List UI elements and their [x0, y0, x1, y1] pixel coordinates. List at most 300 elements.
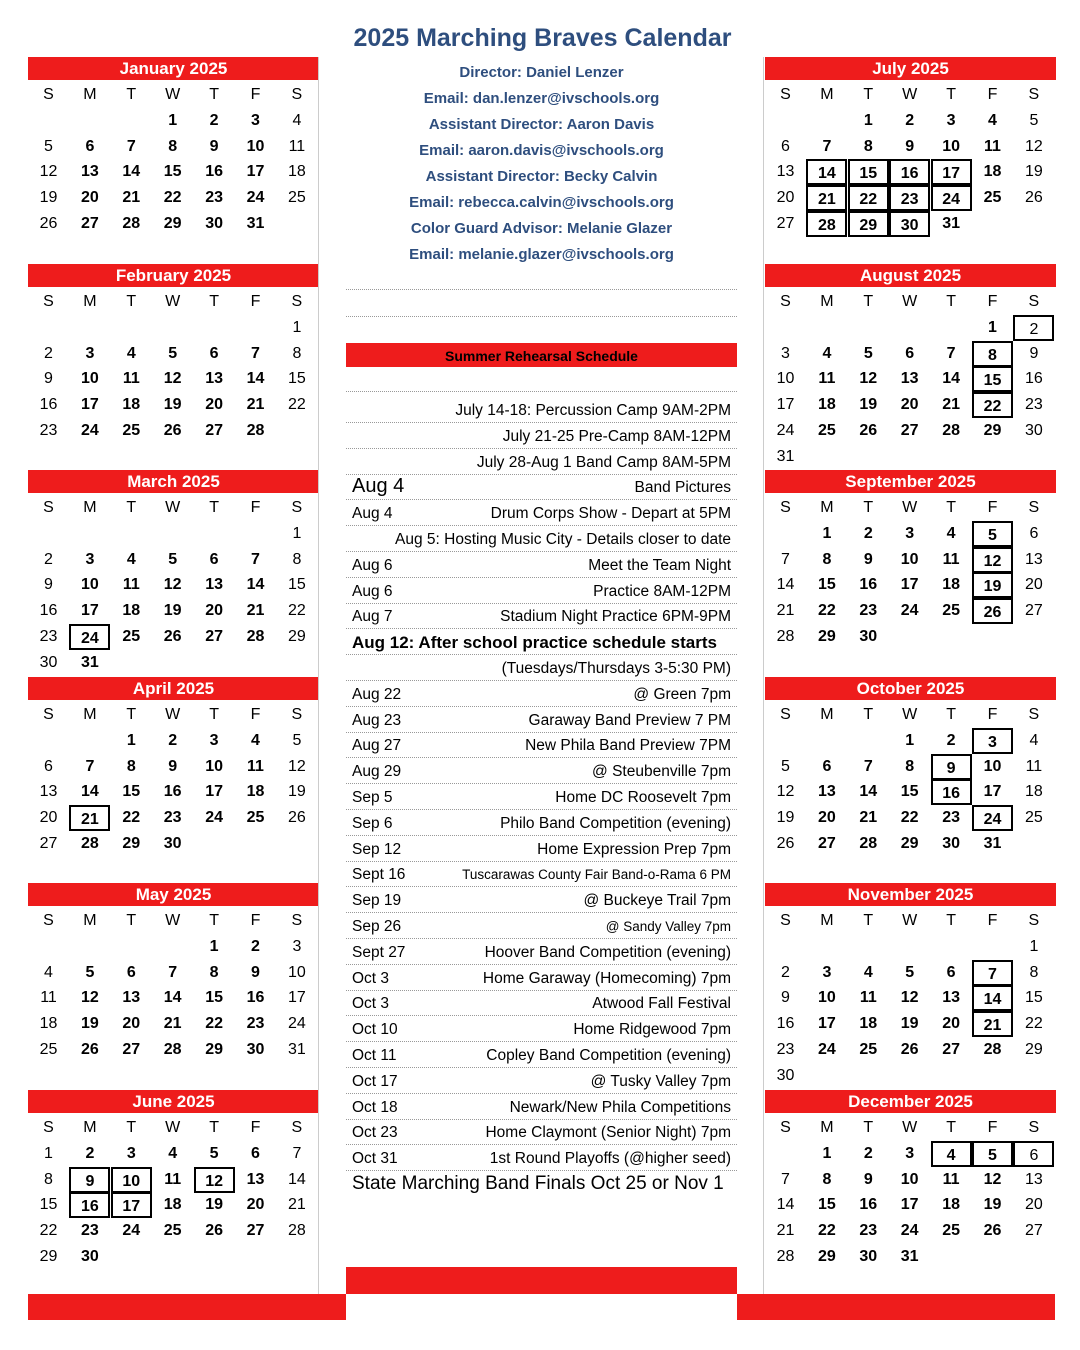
- weekday-label: W: [165, 706, 181, 723]
- calendar-day: 17: [205, 783, 223, 801]
- calendar-day: 13: [942, 989, 960, 1007]
- calendar-day: 5: [863, 344, 873, 362]
- weekday-label: W: [902, 293, 918, 310]
- calendar-day: 8: [209, 963, 219, 981]
- weekday-label: F: [250, 1119, 261, 1136]
- calendar-day: 29: [39, 1248, 58, 1265]
- schedule-event: July 21-25 Pre-Camp 8AM-12PM: [502, 427, 731, 445]
- weekday-label: T: [126, 499, 137, 516]
- schedule-row: [346, 449, 737, 475]
- schedule-row: [346, 1119, 737, 1145]
- weekday-label: W: [902, 1119, 918, 1136]
- schedule-row: [346, 655, 737, 681]
- calendar-day: 23: [80, 1222, 99, 1240]
- calendar-day: 11: [942, 550, 960, 568]
- weekday-label: S: [291, 499, 303, 516]
- schedule-row: [346, 1042, 737, 1068]
- calendar-day: 27: [1024, 1222, 1043, 1240]
- calendar-day: 17: [80, 396, 99, 414]
- assistant-director-name: Assistant Director: Aaron Davis: [428, 116, 655, 133]
- schedule-row: [346, 990, 737, 1016]
- weekday-label: M: [83, 912, 97, 929]
- calendar-day: 18: [942, 576, 960, 594]
- month-calendar: [765, 57, 1056, 260]
- calendar-day: 24: [931, 185, 972, 211]
- calendar-day: 20: [817, 809, 836, 827]
- weekday-label: F: [250, 912, 261, 929]
- calendar-day: 1: [168, 111, 178, 129]
- calendar-day: 9: [931, 754, 972, 780]
- calendar-day: 20: [80, 189, 99, 207]
- calendar-day: 12: [80, 989, 99, 1007]
- calendar-day: 25: [122, 422, 141, 439]
- calendar-day: 30: [163, 835, 182, 852]
- calendar-day: 29: [900, 835, 919, 852]
- schedule-event: @ Green 7pm: [633, 685, 731, 703]
- calendar-day: 19: [776, 809, 795, 827]
- calendar-day: 4: [946, 524, 956, 542]
- weekday-label: M: [83, 293, 97, 310]
- calendar-day: 15: [39, 1196, 58, 1214]
- calendar-day: 28: [246, 422, 265, 439]
- calendar-day: 4: [863, 963, 873, 981]
- calendar-day: 19: [163, 396, 182, 414]
- weekday-label: S: [1028, 293, 1040, 310]
- calendar-day: 20: [205, 396, 223, 414]
- calendar-day: 26: [859, 422, 878, 439]
- calendar-day: 4: [251, 731, 260, 749]
- weekday-label: W: [165, 86, 181, 103]
- calendar-day: 13: [205, 576, 223, 594]
- calendar-day: 1: [905, 731, 915, 749]
- calendar-day: 16: [776, 1015, 795, 1033]
- month-grid: [28, 1113, 319, 1293]
- schedule-row: [346, 1094, 737, 1120]
- schedule-row: [346, 552, 737, 578]
- calendar-day: 10: [205, 757, 223, 775]
- schedule-event: @ Buckeye Trail 7pm: [583, 892, 731, 910]
- schedule-event: 1st Round Playoffs (@higher seed): [489, 1150, 731, 1168]
- calendar-day: 27: [776, 215, 795, 232]
- calendar-day: 28: [163, 1041, 182, 1058]
- calendar-day: 14: [163, 989, 182, 1007]
- month-grid: [28, 906, 319, 1086]
- calendar-day: 22: [122, 809, 141, 827]
- calendar-day: 2: [946, 731, 956, 749]
- schedule-event: Aug 12: After school practice schedule starts: [352, 633, 717, 653]
- calendar-day: 22: [848, 185, 889, 211]
- calendar-day: 12: [163, 370, 182, 388]
- schedule-event: July 14-18: Percussion Camp 9AM-2PM: [455, 402, 731, 419]
- schedule-row: [346, 836, 737, 862]
- calendar-day: 1: [292, 524, 302, 542]
- calendar-day: 28: [942, 422, 960, 439]
- calendar-day: 6: [251, 1144, 260, 1162]
- calendar-day: 10: [287, 963, 306, 981]
- calendar-day: 10: [111, 1167, 152, 1193]
- calendar-day: 21: [69, 805, 110, 831]
- calendar-day: 13: [900, 370, 919, 388]
- calendar-day: 20: [205, 602, 223, 620]
- weekday-label: S: [1028, 499, 1040, 516]
- weekday-label: T: [126, 912, 137, 929]
- calendar-day: 20: [1024, 576, 1043, 594]
- month-title: July 2025: [765, 57, 1056, 80]
- calendar-day: 30: [859, 628, 878, 645]
- calendar-day: 3: [292, 937, 302, 955]
- calendar-day: 6: [946, 963, 956, 981]
- footer-bar: [737, 1294, 1055, 1320]
- calendar-day: 29: [817, 628, 836, 645]
- calendar-day: 13: [205, 370, 223, 388]
- weekday-label: T: [209, 706, 219, 723]
- calendar-day: 17: [931, 159, 972, 185]
- month-calendar: [28, 57, 319, 260]
- calendar-day: 16: [39, 602, 58, 620]
- calendar-day: 26: [163, 422, 182, 439]
- calendar-day: 5: [85, 963, 95, 981]
- schedule-event: Hoover Band Competition (evening): [484, 943, 731, 961]
- calendar-day: 4: [168, 1144, 178, 1162]
- calendar-day: 3: [972, 728, 1013, 754]
- calendar-day: 27: [942, 1041, 960, 1058]
- calendar-day: 3: [905, 1144, 915, 1162]
- calendar-day: 27: [246, 1222, 265, 1240]
- calendar-day: 3: [85, 550, 95, 568]
- calendar-day: 21: [806, 185, 847, 211]
- schedule-date: Sept 27: [352, 943, 406, 961]
- calendar-day: 8: [863, 137, 873, 155]
- calendar-day: 31: [900, 1248, 919, 1265]
- schedule-row: [346, 758, 737, 784]
- schedule-row: [346, 939, 737, 965]
- schedule-row: [346, 965, 737, 991]
- calendar-day: 4: [126, 344, 136, 362]
- calendar-day: 21: [972, 1011, 1013, 1037]
- calendar-day: 24: [776, 422, 795, 439]
- calendar-day: 15: [287, 576, 306, 594]
- footer-bar: [346, 1267, 737, 1294]
- calendar-day: 6: [209, 344, 219, 362]
- calendar-day: 6: [781, 137, 790, 155]
- calendar-day: 17: [983, 783, 1002, 801]
- calendar-day: 21: [163, 1015, 182, 1033]
- schedule-date: Sep 6: [352, 814, 393, 832]
- schedule-event: (Tuesdays/Thursdays 3-5:30 PM): [501, 660, 731, 677]
- calendar-day: 22: [1024, 1015, 1043, 1033]
- calendar-day: 20: [900, 396, 919, 414]
- calendar-day: 28: [806, 211, 847, 237]
- calendar-day: 19: [972, 572, 1013, 598]
- calendar-day: 20: [1024, 1196, 1043, 1214]
- calendar-day: 22: [972, 392, 1013, 418]
- schedule-date: Aug 4: [352, 475, 405, 498]
- calendar-day: 2: [44, 550, 53, 568]
- calendar-day: 23: [246, 1015, 265, 1033]
- calendar-day: 20: [776, 189, 795, 207]
- calendar-day: 11: [984, 137, 1001, 155]
- calendar-day: 14: [972, 985, 1013, 1011]
- calendar-day: 9: [1029, 344, 1039, 362]
- calendar-day: 13: [122, 989, 141, 1007]
- schedule-event: Copley Band Competition (evening): [486, 1047, 731, 1064]
- month-calendar: [28, 264, 319, 467]
- weekday-label: T: [126, 293, 137, 310]
- calendar-day: 5: [168, 550, 178, 568]
- calendar-day: 10: [80, 370, 99, 388]
- calendar-day: 25: [122, 628, 141, 645]
- calendar-day: 15: [205, 989, 223, 1007]
- calendar-day: 26: [163, 628, 182, 645]
- calendar-day: 15: [287, 370, 306, 388]
- calendar-day: 5: [1029, 111, 1039, 129]
- schedule-row: [346, 629, 737, 655]
- calendar-day: 19: [859, 396, 878, 414]
- calendar-day: 31: [80, 653, 99, 671]
- calendar-day: 26: [900, 1041, 919, 1058]
- weekday-label: T: [209, 293, 219, 310]
- calendar-day: 27: [900, 422, 919, 439]
- calendar-day: 2: [44, 344, 53, 362]
- calendar-day: 10: [776, 370, 795, 388]
- weekday-label: S: [780, 86, 791, 103]
- calendar-day: 24: [817, 1041, 836, 1058]
- weekday-label: M: [83, 706, 97, 723]
- calendar-day: 28: [80, 835, 99, 852]
- calendar-day: 8: [292, 344, 302, 362]
- calendar-day: 21: [776, 1222, 795, 1240]
- calendar-day: 11: [942, 1170, 960, 1188]
- month-title: December 2025: [765, 1090, 1056, 1113]
- schedule-event: Home Expression Prep 7pm: [537, 840, 731, 858]
- calendar-day: 8: [44, 1170, 53, 1188]
- month-title: September 2025: [765, 470, 1056, 493]
- schedule-row: [346, 578, 737, 604]
- month-calendar: [28, 677, 319, 880]
- calendar-day: 7: [292, 1144, 302, 1162]
- month-title: May 2025: [28, 883, 319, 906]
- schedule-date: Oct 17: [352, 1072, 398, 1090]
- calendar-day: 23: [859, 602, 878, 620]
- weekday-label: T: [946, 499, 956, 516]
- weekday-label: W: [165, 912, 181, 929]
- calendar-day: 4: [44, 963, 53, 981]
- weekday-label: S: [780, 293, 791, 310]
- calendar-day: 7: [168, 963, 178, 981]
- calendar-day: 21: [246, 396, 265, 414]
- calendar-day: 27: [817, 835, 836, 852]
- calendar-day: 14: [859, 783, 878, 801]
- calendar-day: 29: [205, 1041, 223, 1058]
- calendar-day: 12: [39, 163, 58, 181]
- director-email: Email: dan.lenzer@ivschools.org: [423, 90, 660, 107]
- calendar-day: 23: [163, 809, 182, 827]
- schedule-event: @ Sandy Valley 7pm: [605, 919, 731, 934]
- calendar-day: 13: [1024, 1170, 1043, 1188]
- schedule-date: Aug 6: [352, 582, 393, 600]
- calendar-day: 10: [983, 757, 1002, 775]
- calendar-day: 21: [942, 396, 960, 414]
- calendar-day: 30: [942, 835, 960, 852]
- calendar-day: 17: [246, 163, 265, 181]
- schedule-event: Home Garaway (Homecoming) 7pm: [482, 969, 731, 987]
- weekday-label: W: [902, 499, 918, 516]
- schedule-event: Home Claymont (Senior Night) 7pm: [485, 1124, 731, 1142]
- month-calendar: [765, 677, 1056, 880]
- weekday-label: M: [820, 1119, 834, 1136]
- weekday-label: T: [863, 499, 874, 516]
- schedule-date: Aug 7: [352, 608, 393, 626]
- month-grid: [765, 1113, 1056, 1293]
- calendar-day: 13: [80, 163, 99, 181]
- calendar-day: 24: [69, 624, 110, 650]
- calendar-day: 4: [292, 111, 302, 129]
- calendar-day: 1: [822, 1144, 832, 1162]
- calendar-day: 27: [1024, 602, 1043, 620]
- calendar-day: 28: [287, 1222, 306, 1240]
- weekday-label: S: [291, 912, 303, 929]
- calendar-day: 7: [781, 550, 790, 568]
- month-grid: [28, 287, 319, 467]
- calendar-day: 6: [44, 757, 53, 775]
- schedule-row: [346, 732, 737, 758]
- weekday-label: F: [987, 912, 998, 929]
- calendar-day: 7: [251, 550, 260, 568]
- schedule-event: @ Steubenville 7pm: [592, 763, 731, 781]
- calendar-day: 24: [900, 602, 919, 620]
- calendar-day: 23: [859, 1222, 878, 1240]
- calendar-day: 10: [942, 137, 960, 155]
- assistant-director-email: Email: rebecca.calvin@ivschools.org: [409, 194, 674, 211]
- schedule-row: [346, 887, 737, 913]
- weekday-label: W: [165, 499, 181, 516]
- assistant-director-email: Email: aaron.davis@ivschools.org: [419, 142, 664, 159]
- calendar-day: 16: [931, 779, 972, 805]
- month-grid: [765, 80, 1056, 260]
- weekday-label: T: [209, 912, 219, 929]
- calendar-day: 17: [111, 1192, 152, 1218]
- schedule-row: [346, 397, 737, 423]
- month-grid: [28, 80, 319, 260]
- weekday-label: T: [126, 1119, 137, 1136]
- calendar-day: 5: [44, 137, 53, 155]
- weekday-label: S: [43, 1119, 54, 1136]
- calendar-day: 5: [972, 1141, 1013, 1167]
- calendar-day: 7: [85, 757, 95, 775]
- weekday-label: T: [209, 86, 219, 103]
- calendar-day: 30: [1024, 422, 1043, 439]
- footer-bar: [28, 1294, 346, 1320]
- calendar-day: 24: [972, 805, 1013, 831]
- schedule-date: Sep 5: [352, 789, 393, 806]
- calendar-day: 10: [817, 989, 836, 1007]
- schedule-date: Aug 6: [352, 556, 393, 574]
- weekday-label: S: [780, 912, 791, 929]
- page-title: 2025 Marching Braves Calendar: [353, 24, 732, 52]
- weekday-label: T: [946, 293, 956, 310]
- calendar-day: 22: [287, 396, 306, 414]
- calendar-day: 28: [776, 628, 795, 645]
- schedule-event: Home DC Roosevelt 7pm: [555, 789, 731, 806]
- calendar-day: 13: [776, 163, 795, 181]
- month-grid: [765, 700, 1056, 880]
- weekday-label: W: [165, 1119, 181, 1136]
- weekday-label: S: [1028, 706, 1040, 723]
- calendar-day: 14: [776, 1196, 795, 1214]
- schedule-event: Drum Corps Show - Depart at 5PM: [490, 505, 731, 523]
- calendar-day: 15: [817, 576, 836, 594]
- calendar-day: 6: [126, 963, 136, 981]
- schedule-date: Oct 3: [352, 969, 390, 987]
- calendar-day: 20: [122, 1015, 141, 1033]
- calendar-day: 28: [122, 215, 141, 232]
- calendar-day: 1: [44, 1144, 53, 1162]
- calendar-day: 26: [972, 598, 1013, 624]
- calendar-day: 5: [905, 963, 915, 981]
- calendar-day: 9: [168, 757, 178, 775]
- contact-list: [346, 60, 737, 268]
- weekday-label: F: [987, 499, 998, 516]
- calendar-day: 1: [822, 524, 832, 542]
- schedule-event: Home Ridgewood 7pm: [573, 1021, 731, 1039]
- calendar-day: 16: [39, 396, 58, 414]
- weekday-label: T: [209, 499, 219, 516]
- calendar-day: 24: [122, 1222, 141, 1240]
- calendar-day: 3: [905, 524, 915, 542]
- calendar-day: 26: [205, 1222, 223, 1240]
- schedule-event: Newark/New Phila Competitions: [509, 1098, 731, 1116]
- weekday-label: S: [291, 1119, 303, 1136]
- schedule-row: [346, 913, 737, 939]
- calendar-day: 12: [163, 576, 182, 594]
- calendar-day: 13: [1024, 550, 1043, 568]
- schedule-event: July 28-Aug 1 Band Camp 8AM-5PM: [476, 453, 731, 471]
- calendar-day: 18: [942, 1196, 960, 1214]
- schedule-row: [346, 784, 737, 810]
- schedule-event: Atwood Fall Festival: [592, 995, 731, 1013]
- calendar-day: 25: [817, 422, 836, 439]
- calendar-day: 3: [946, 111, 956, 129]
- weekday-label: W: [165, 293, 181, 310]
- calendar-day: 25: [246, 809, 265, 827]
- calendar-day: 7: [781, 1170, 790, 1188]
- calendar-day: 9: [69, 1167, 110, 1193]
- calendar-day: 10: [900, 1170, 919, 1188]
- schedule-row: [346, 1145, 737, 1171]
- calendar-day: 30: [39, 653, 58, 671]
- calendar-day: 18: [859, 1015, 878, 1033]
- calendar-day: 24: [205, 809, 223, 827]
- schedule-date: Aug 22: [352, 685, 402, 703]
- calendar-day: 8: [292, 550, 302, 568]
- calendar-day: 23: [942, 809, 960, 827]
- month-calendar: [765, 883, 1056, 1086]
- calendar-day: 8: [822, 1170, 832, 1188]
- calendar-day: 12: [1024, 137, 1043, 155]
- calendar-day: 2: [781, 963, 790, 981]
- schedule-event: New Phila Band Preview 7PM: [525, 737, 731, 755]
- calendar-day: 15: [900, 783, 919, 801]
- calendar-day: 7: [126, 137, 136, 155]
- schedule-event: Garaway Band Preview 7 PM: [528, 711, 731, 729]
- calendar-day: 22: [205, 1015, 223, 1033]
- calendar-day: 27: [122, 1041, 141, 1058]
- month-title: June 2025: [28, 1090, 319, 1113]
- calendar-day: 24: [900, 1222, 919, 1240]
- calendar-day: 15: [163, 163, 182, 181]
- calendar-day: 16: [205, 163, 223, 181]
- calendar-day: 22: [817, 602, 836, 620]
